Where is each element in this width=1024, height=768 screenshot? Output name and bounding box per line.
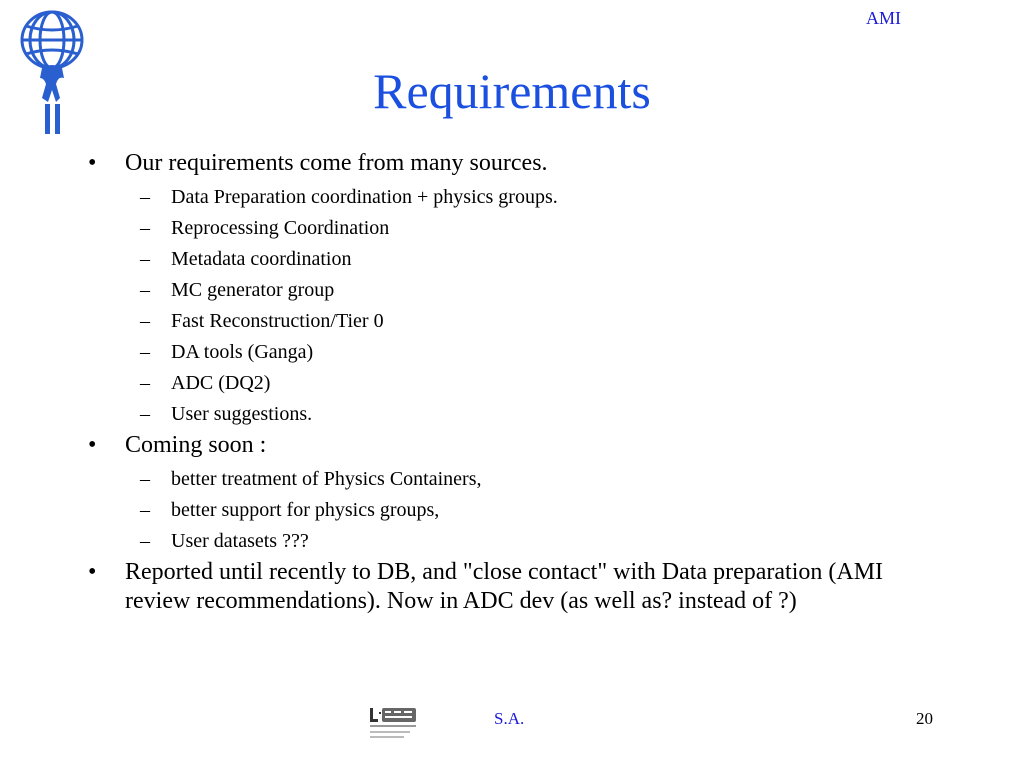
- sub-item: [86, 185, 916, 209]
- sub-item-text: Reprocessing Coordination: [171, 217, 390, 239]
- sub-item: [86, 278, 916, 302]
- sub-item: [86, 467, 916, 491]
- dash-marker: –: [140, 468, 150, 490]
- sub-item-text: DA tools (Ganga): [171, 341, 314, 363]
- sub-item: [86, 402, 916, 426]
- dash-marker: –: [140, 403, 150, 425]
- sub-item: [86, 529, 916, 553]
- bullet-marker: •: [88, 559, 97, 585]
- sub-item: [86, 498, 916, 522]
- dash-marker: –: [140, 310, 150, 332]
- bullet-marker: •: [88, 150, 97, 176]
- dash-marker: –: [140, 372, 150, 394]
- sub-item-text: User suggestions.: [171, 403, 313, 425]
- lpsc-logo-icon: [366, 702, 420, 744]
- dash-marker: –: [140, 279, 150, 301]
- slide-title: Requirements: [373, 63, 651, 119]
- bullet-text: Our requirements come from many sources.: [125, 150, 548, 176]
- dash-marker: –: [140, 499, 150, 521]
- dash-marker: –: [140, 186, 150, 208]
- corner-label: AMI: [866, 8, 901, 28]
- sub-item: [86, 340, 916, 364]
- sub-item: [86, 371, 916, 395]
- sub-item-text: MC generator group: [171, 279, 335, 301]
- bullet-text: Reported until recently to DB, and "close contact" with Data preparation (AMI review recommendations). Now in ADC dev (as well as? instead of ?): [125, 559, 884, 614]
- dash-marker: –: [140, 341, 150, 363]
- page-number: 20: [916, 709, 933, 728]
- bullet-item: [86, 558, 916, 616]
- slide-content: [86, 144, 916, 616]
- sub-item: [86, 247, 916, 271]
- dash-marker: –: [140, 530, 150, 552]
- bullet-marker: •: [88, 432, 97, 458]
- sub-item-text: ADC (DQ2): [171, 372, 271, 394]
- sub-item-text: Metadata coordination: [171, 248, 352, 270]
- footer-author: S.A.: [494, 709, 525, 728]
- sub-item-text: better support for physics groups,: [171, 499, 440, 521]
- bullet-text: Coming soon :: [125, 432, 267, 458]
- dash-marker: –: [140, 217, 150, 239]
- sub-item: [86, 309, 916, 333]
- sub-item-text: Data Preparation coordination + physics groups.: [171, 186, 558, 208]
- sub-item-text: better treatment of Physics Containers,: [171, 468, 482, 490]
- sub-item: [86, 216, 916, 240]
- bullet-item: [86, 431, 916, 460]
- sub-item-text: Fast Reconstruction/Tier 0: [171, 310, 384, 332]
- sub-item-text: User datasets ???: [171, 530, 309, 552]
- bullet-item: [86, 149, 916, 178]
- dash-marker: –: [140, 248, 150, 270]
